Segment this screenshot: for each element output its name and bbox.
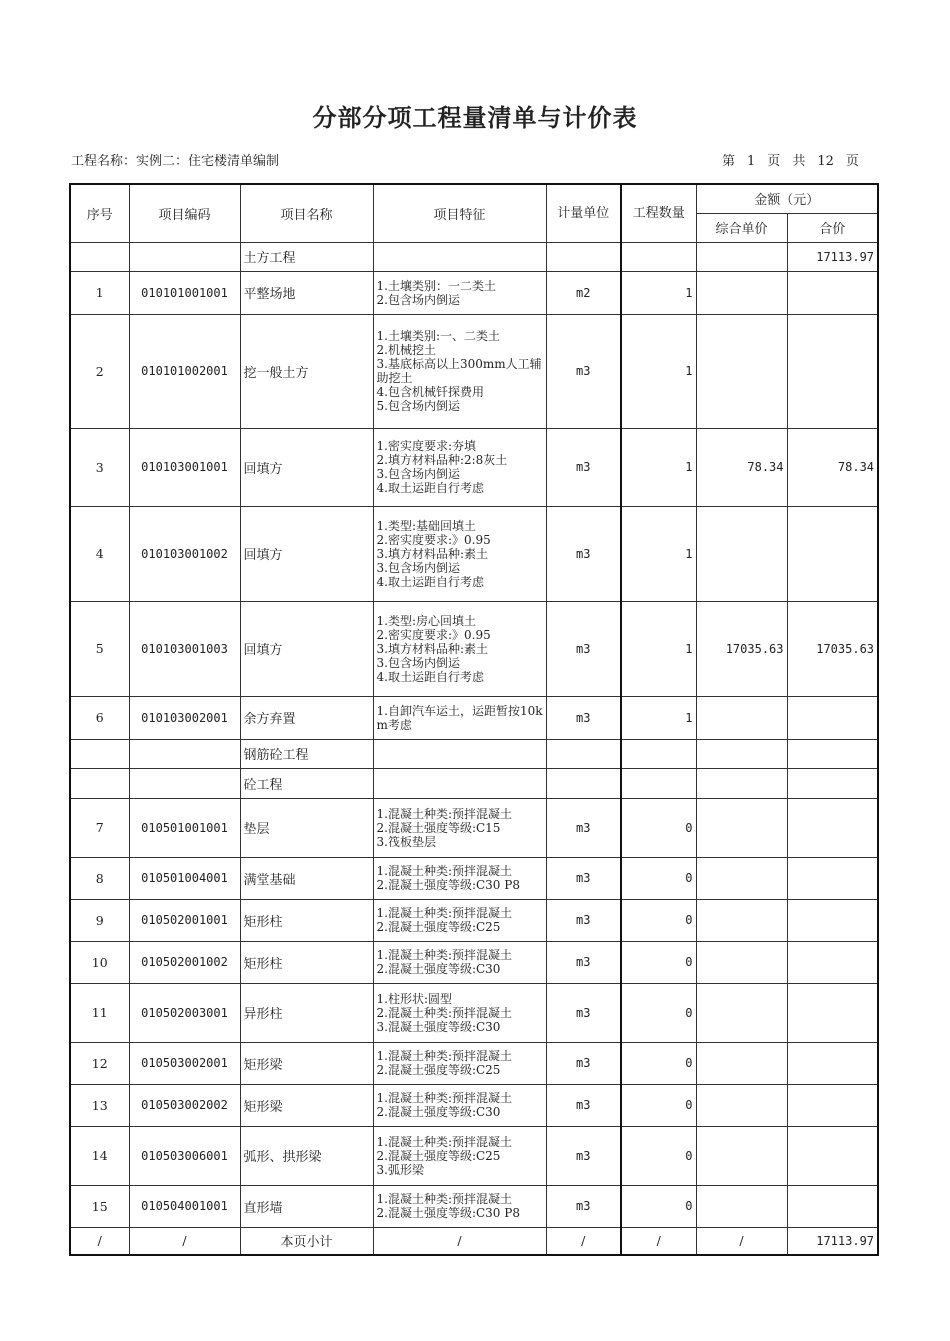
row-qty: 1	[621, 506, 696, 601]
row-unit-price	[696, 983, 787, 1042]
row-qty: 0	[621, 899, 696, 941]
feature-line: 3.包含场内倒运	[376, 467, 460, 481]
row-name: 钢筋砼工程	[240, 739, 373, 768]
feature-line: 2.密实度要求:》0.95	[376, 532, 491, 547]
subtotal-row	[70, 1227, 878, 1255]
table-row	[70, 899, 878, 941]
row-total	[787, 1185, 878, 1227]
row-features	[373, 314, 546, 428]
row-name: 矩形梁	[240, 1084, 373, 1126]
subtotal-qty: /	[621, 1227, 696, 1255]
table-row	[70, 242, 878, 271]
table-row	[70, 768, 878, 798]
row-code: 010501004001	[129, 857, 240, 899]
row-name: 回填方	[240, 601, 373, 696]
subtotal-price: /	[696, 1227, 787, 1255]
row-code	[129, 768, 240, 798]
row-total	[787, 983, 878, 1042]
row-qty	[621, 768, 696, 798]
row-features	[373, 696, 546, 739]
feature-line: 1.混凝土种类:预拌混凝土	[376, 806, 512, 821]
row-total	[787, 314, 878, 428]
row-seq: 6	[70, 696, 129, 739]
header-amount: 金额（元）	[696, 184, 878, 213]
table-row	[70, 941, 878, 983]
row-seq	[70, 768, 129, 798]
row-qty: 0	[621, 941, 696, 983]
row-code: 010503006001	[129, 1126, 240, 1185]
row-unit-price	[696, 739, 787, 768]
row-code: 010103002001	[129, 696, 240, 739]
table-row	[70, 1185, 878, 1227]
row-seq: 13	[70, 1084, 129, 1126]
row-name: 回填方	[240, 428, 373, 506]
row-unit-price	[696, 798, 787, 857]
row-qty: 0	[621, 983, 696, 1042]
row-unit: m3	[546, 1084, 621, 1126]
row-seq: 2	[70, 314, 129, 428]
feature-line: 4.取土运距自行考虑	[376, 481, 484, 495]
row-unit	[546, 242, 621, 271]
table-row	[70, 428, 878, 506]
page-indicator: 第 1 页 共 12 页	[722, 154, 859, 169]
row-qty: 0	[621, 1084, 696, 1126]
row-seq: 10	[70, 941, 129, 983]
row-code: 010503002001	[129, 1042, 240, 1084]
feature-line: 3.包含场内倒运	[376, 655, 460, 670]
subtotal-label: 本页小计	[240, 1227, 373, 1255]
feature-line: 3.混凝土强度等级:C30	[376, 1019, 501, 1034]
feature-line: 1.混凝土种类:预拌混凝土	[376, 1049, 512, 1063]
row-unit-price	[696, 242, 787, 271]
row-unit: m3	[546, 857, 621, 899]
header-unit: 计量单位	[546, 184, 621, 242]
row-unit: m3	[546, 696, 621, 739]
row-qty: 0	[621, 857, 696, 899]
row-seq	[70, 739, 129, 768]
row-name: 平整场地	[240, 271, 373, 314]
row-qty: 1	[621, 314, 696, 428]
header-qty: 工程数量	[621, 184, 696, 242]
row-unit	[546, 739, 621, 768]
row-unit-price	[696, 1042, 787, 1084]
feature-line: 3.基底标高以上300mm人工辅助挖土	[376, 357, 542, 385]
row-features	[373, 983, 546, 1042]
row-features	[373, 1126, 546, 1185]
row-features	[373, 768, 546, 798]
table-row	[70, 798, 878, 857]
subtotal-seq: /	[70, 1227, 129, 1255]
row-features	[373, 1084, 546, 1126]
table-row	[70, 271, 878, 314]
row-seq: 1	[70, 271, 129, 314]
row-total	[787, 768, 878, 798]
row-unit: m3	[546, 601, 621, 696]
row-code: 010504001001	[129, 1185, 240, 1227]
row-seq: 11	[70, 983, 129, 1042]
row-total	[787, 1084, 878, 1126]
row-qty	[621, 242, 696, 271]
row-total	[787, 1126, 878, 1185]
header-code: 项目编码	[129, 184, 240, 242]
row-code: 010502001002	[129, 941, 240, 983]
row-total	[787, 696, 878, 739]
table-row	[70, 1126, 878, 1185]
table-row	[70, 1042, 878, 1084]
row-total: 78.34	[787, 428, 878, 506]
feature-line: 1.混凝土种类:预拌混凝土	[376, 1091, 512, 1105]
row-unit-price	[696, 314, 787, 428]
feature-line: 5.包含场内倒运	[376, 399, 460, 413]
row-unit-price	[696, 1126, 787, 1185]
feature-line: 1.密实度要求:夯填	[376, 439, 476, 453]
header-name: 项目名称	[240, 184, 373, 242]
feature-line: 1.混凝土种类:预拌混凝土	[376, 864, 512, 878]
row-qty: 0	[621, 1042, 696, 1084]
table-row	[70, 696, 878, 739]
row-unit: m2	[546, 271, 621, 314]
row-name: 直形墙	[240, 1185, 373, 1227]
row-total	[787, 941, 878, 983]
row-unit-price: 17035.63	[696, 601, 787, 696]
feature-line: 4.取土运距自行考虑	[376, 574, 484, 589]
row-name: 弧形、拱形梁	[240, 1126, 373, 1185]
row-unit-price	[696, 506, 787, 601]
row-seq: 14	[70, 1126, 129, 1185]
row-code	[129, 242, 240, 271]
row-unit-price	[696, 1084, 787, 1126]
row-name: 满堂基础	[240, 857, 373, 899]
feature-line: 1.类型:基础回填土	[376, 518, 476, 533]
row-qty: 0	[621, 798, 696, 857]
feature-line: 1.土壤类别：一二类土	[376, 278, 496, 293]
row-total	[787, 506, 878, 601]
row-total	[787, 857, 878, 899]
row-features	[373, 271, 546, 314]
row-name: 矩形柱	[240, 941, 373, 983]
row-name: 砼工程	[240, 768, 373, 798]
feature-line: 2.密实度要求:》0.95	[376, 627, 491, 642]
row-code: 010103001003	[129, 601, 240, 696]
feature-line: 1.混凝土种类:预拌混凝土	[376, 948, 512, 962]
header-unit-price: 综合单价	[696, 213, 787, 242]
subtotal-code: /	[129, 1227, 240, 1255]
row-seq: 9	[70, 899, 129, 941]
row-seq	[70, 242, 129, 271]
feature-line: 1.混凝土种类:预拌混凝土	[376, 906, 512, 920]
feature-line: 1.自卸汽车运土，运距暂按10km考虑	[376, 703, 543, 732]
row-unit-price	[696, 941, 787, 983]
table-row	[70, 1084, 878, 1126]
row-features	[373, 242, 546, 271]
row-unit: m3	[546, 314, 621, 428]
feature-line: 3.弧形梁	[376, 1162, 424, 1177]
row-features	[373, 1185, 546, 1227]
row-unit: m3	[546, 506, 621, 601]
table-row	[70, 601, 878, 696]
feature-line: 3.包含场内倒运	[376, 560, 460, 575]
row-features	[373, 899, 546, 941]
row-qty: 0	[621, 1185, 696, 1227]
row-unit-price	[696, 768, 787, 798]
row-total	[787, 1042, 878, 1084]
subtotal-feature: /	[373, 1227, 546, 1255]
header-seq: 序号	[70, 184, 129, 242]
row-name: 回填方	[240, 506, 373, 601]
row-qty: 1	[621, 428, 696, 506]
row-unit-price	[696, 696, 787, 739]
row-unit-price	[696, 899, 787, 941]
row-features	[373, 941, 546, 983]
row-name: 垫层	[240, 798, 373, 857]
table-row	[70, 857, 878, 899]
row-unit	[546, 768, 621, 798]
feature-line: 2.混凝土强度等级:C30	[376, 1105, 501, 1119]
row-unit-price	[696, 1185, 787, 1227]
feature-line: 1.柱形状:圆型	[376, 991, 452, 1006]
row-features	[373, 1042, 546, 1084]
row-qty: 1	[621, 271, 696, 314]
row-seq: 4	[70, 506, 129, 601]
row-name: 土方工程	[240, 242, 373, 271]
feature-line: 2.混凝土强度等级:C30	[376, 962, 501, 976]
row-features	[373, 739, 546, 768]
page-title: 分部分项工程量清单与计价表	[312, 104, 638, 132]
feature-line: 1.土壤类别:一、二类土	[376, 329, 500, 343]
row-name: 挖一般土方	[240, 314, 373, 428]
feature-line: 4.取土运距自行考虑	[376, 669, 484, 684]
row-unit: m3	[546, 983, 621, 1042]
row-features	[373, 428, 546, 506]
feature-line: 2.混凝土强度等级:C30 P8	[376, 878, 520, 892]
row-total: 17035.63	[787, 601, 878, 696]
row-seq: 5	[70, 601, 129, 696]
bill-of-quantities-table	[69, 183, 879, 1256]
row-seq: 15	[70, 1185, 129, 1227]
row-features	[373, 601, 546, 696]
feature-line: 3.填方材料品种:素土	[376, 546, 488, 561]
table-row	[70, 506, 878, 601]
row-unit: m3	[546, 798, 621, 857]
project-name: 工程名称：实例二：住宅楼清单编制	[71, 154, 280, 169]
row-total	[787, 798, 878, 857]
row-name: 矩形柱	[240, 899, 373, 941]
row-code: 010502003001	[129, 983, 240, 1042]
table-row	[70, 983, 878, 1042]
feature-line: 2.填方材料品种:2:8灰土	[376, 453, 508, 467]
row-code: 010502001001	[129, 899, 240, 941]
row-total	[787, 271, 878, 314]
row-total: 17113.97	[787, 242, 878, 271]
header-total: 合价	[787, 213, 878, 242]
feature-line: 1.混凝土种类:预拌混凝土	[376, 1134, 512, 1149]
row-unit: m3	[546, 941, 621, 983]
feature-line: 2.包含场内倒运	[376, 292, 460, 307]
feature-line: 2.混凝土强度等级:C25	[376, 1063, 501, 1077]
row-total	[787, 739, 878, 768]
subtotal-total: 17113.97	[787, 1227, 878, 1255]
header-feature: 项目特征	[373, 184, 546, 242]
feature-line: 2.混凝土强度等级:C15	[376, 820, 501, 835]
table-body	[70, 242, 878, 1227]
subtotal-unit: /	[546, 1227, 621, 1255]
row-unit: m3	[546, 428, 621, 506]
row-unit-price	[696, 857, 787, 899]
row-seq: 8	[70, 857, 129, 899]
feature-line: 3.筏板垫层	[376, 834, 436, 849]
row-code: 010103001001	[129, 428, 240, 506]
feature-line: 2.混凝土强度等级:C25	[376, 920, 501, 934]
row-unit: m3	[546, 1126, 621, 1185]
feature-line: 4.包含机械钎探费用	[376, 385, 484, 399]
row-code: 010101002001	[129, 314, 240, 428]
row-code	[129, 739, 240, 768]
row-total	[787, 899, 878, 941]
feature-line: 1.混凝土种类:预拌混凝土	[376, 1192, 512, 1206]
feature-line: 3.填方材料品种:素土	[376, 641, 488, 656]
row-name: 矩形梁	[240, 1042, 373, 1084]
row-unit-price	[696, 271, 787, 314]
row-code: 010501001001	[129, 798, 240, 857]
table-row	[70, 314, 878, 428]
row-code: 010103001002	[129, 506, 240, 601]
feature-line: 2.混凝土种类:预拌混凝土	[376, 1005, 512, 1020]
row-features	[373, 506, 546, 601]
row-code: 010503002002	[129, 1084, 240, 1126]
row-name: 异形柱	[240, 983, 373, 1042]
row-unit: m3	[546, 1185, 621, 1227]
row-code: 010101001001	[129, 271, 240, 314]
row-qty	[621, 739, 696, 768]
row-unit-price: 78.34	[696, 428, 787, 506]
row-name: 余方弃置	[240, 696, 373, 739]
row-seq: 12	[70, 1042, 129, 1084]
feature-line: 1.类型:房心回填土	[376, 613, 476, 628]
row-qty: 1	[621, 696, 696, 739]
row-unit: m3	[546, 899, 621, 941]
row-seq: 7	[70, 798, 129, 857]
row-qty: 0	[621, 1126, 696, 1185]
row-unit: m3	[546, 1042, 621, 1084]
row-seq: 3	[70, 428, 129, 506]
row-features	[373, 857, 546, 899]
feature-line: 2.机械挖土	[376, 343, 436, 357]
row-qty: 1	[621, 601, 696, 696]
table-row	[70, 739, 878, 768]
feature-line: 2.混凝土强度等级:C25	[376, 1148, 501, 1163]
row-features	[373, 798, 546, 857]
feature-line: 2.混凝土强度等级:C30 P8	[376, 1206, 520, 1220]
